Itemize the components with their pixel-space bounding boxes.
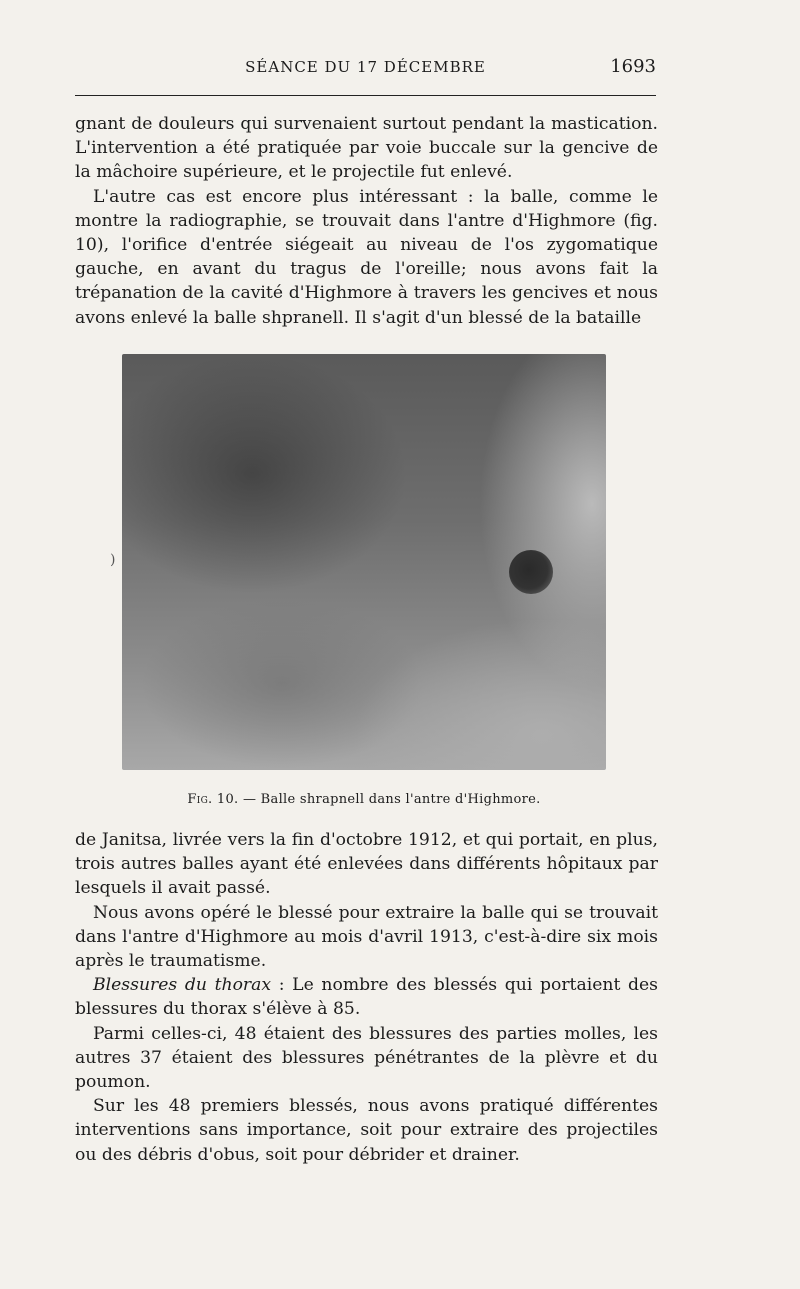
paragraph-operation: Nous avons opéré le blessé pour extraire la balle qui se trouvait dans l'antre d'Highmore au mois d'avril 1913, c'est-à-dire six mois après le traumatisme.	[75, 902, 658, 972]
paragraph-second-case: L'autre cas est encore plus intéressant : la balle, comme le montre la radiographie, se trouvait dans l'antre d'Highmore (fig. 10), l'orifice d'entrée siégeait au niveau de l'os zygomatique gauche, en avant du tragus de l'oreille; nous avons fait la trépanation de la cavité d'Highmore à travers les gencives et nous avons enlevé la balle shpranell. Il s'agit d'un blessé de la bataille	[75, 186, 658, 328]
header-rule	[75, 95, 656, 96]
text-block-bottom	[75, 828, 658, 1167]
margin-mark: )	[110, 552, 116, 568]
figure-caption	[122, 792, 606, 807]
paragraph-thorax	[75, 973, 658, 1021]
text-block-top	[75, 112, 658, 330]
paragraph-janitsa: de Janitsa, livrée vers la fin d'octobre 1912, et qui portait, en plus, trois autres balles ayant été enlevées dans différents hôpitaux par lesquels il avait passé.	[75, 830, 658, 899]
figure-label: Fig. 10.	[187, 792, 239, 807]
thorax-text: : Le nombre des blessés qui portaient des blessures du thorax s'élève à 85.	[75, 975, 658, 1020]
running-head-title: SÉANCE DU 17 DÉCEMBRE	[245, 58, 486, 76]
paragraph-sur-les: Sur les 48 premiers blessés, nous avons pratiqué différentes interventions sans importance, soit pour extraire des projectiles ou des débris d'obus, soit pour débrider et drainer.	[75, 1096, 658, 1165]
running-head	[75, 52, 656, 82]
page-number: 1693	[610, 56, 656, 77]
paragraph-parmi: Parmi celles-ci, 48 étaient des blessures des parties molles, les autres 37 étaient des blessures pénétrantes de la plèvre et du poumon.	[75, 1023, 658, 1093]
figure-caption-text: — Balle shrapnell dans l'antre d'Highmore.	[242, 792, 541, 807]
shrapnel-ball	[509, 550, 553, 594]
thorax-heading: Blessures du thorax	[93, 975, 272, 996]
paragraph-continuation: gnant de douleurs qui survenaient surtout pendant la mastication. L'intervention a été pratiquée par voie buccale sur la gencive de la mâchoire supérieure, et le projectile fut enlevé.	[75, 114, 658, 183]
radiograph-figure	[122, 354, 606, 770]
